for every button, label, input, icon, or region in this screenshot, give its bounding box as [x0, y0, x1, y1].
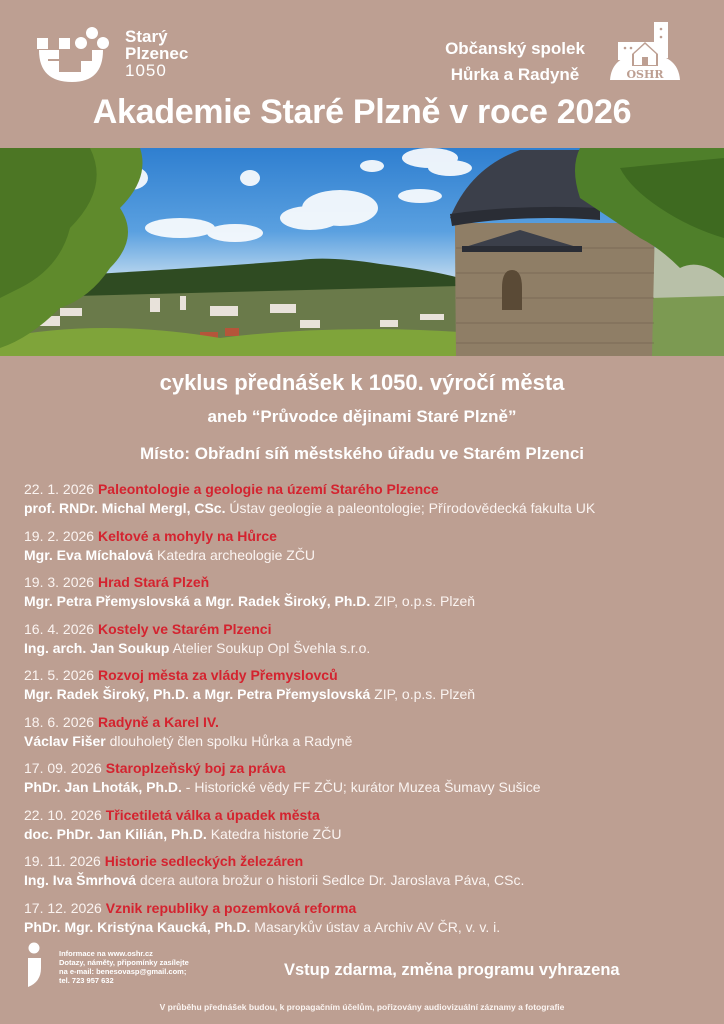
contact-questions: Dotazy, náměty, připomínky zasílejte [59, 958, 189, 967]
oshr-castle-logo-icon [608, 20, 682, 84]
town-logo-line1: Starý [125, 27, 168, 46]
lecture-date: 17. 09. 2026 [24, 760, 102, 776]
recording-note: V průběhu přednášek budou, k propagačním účelům, pořizovány audiovizuální záznamy a fotografie [159, 1002, 565, 1012]
lecture-item [24, 480, 714, 527]
lecture-title: Keltové a mohyly na Hůrce [97, 527, 277, 544]
lecture-affiliation: ZIP, o.p.s. Plzeň [370, 686, 476, 702]
rotunda-landscape-illustration [0, 148, 724, 356]
lecture-affiliation: Katedra archeologie ZČU [153, 546, 316, 563]
contact-website: Informace na www.oshr.cz [59, 949, 153, 958]
entry-note: Vstup zdarma, změna programu vyhrazena [284, 961, 620, 979]
lecture-title: Paleontologie a geologie na území Starého Plzence [97, 481, 439, 497]
lecture-date: 19. 11. 2026 [24, 853, 101, 869]
stary-plzenec-1050-logo-icon [37, 26, 119, 84]
lecture-title: Kostely ve Starém Plzenci [97, 620, 272, 637]
series-tagline: aneb “Průvodce dějinami Staré Plzně” [207, 407, 517, 426]
lecture-item [24, 899, 714, 946]
lecture-speaker: Václav Fišer [24, 732, 106, 749]
lecture-date: 18. 6. 2026 [24, 713, 95, 730]
page-title: Akademie Staré Plzně v roce 2026 [92, 93, 632, 131]
header [0, 0, 724, 148]
lecture-date: 19. 2. 2026 [24, 527, 95, 544]
organization-name [430, 36, 600, 88]
lecture-item [24, 573, 714, 620]
town-logo-year: 1050 [125, 61, 167, 80]
lecture-title: Třicetiletá válka a úpadek města [105, 806, 320, 823]
info-icon [26, 942, 44, 988]
lecture-speaker: Mgr. Petra Přemyslovská a Mgr. Radek Široký, Ph.D. [24, 593, 371, 609]
lecture-title: Radyně a Karel IV. [97, 713, 219, 730]
lecture-title: Historie sedleckých železáren [104, 853, 304, 869]
lecture-date: 21. 5. 2026 [24, 667, 95, 683]
lecture-affiliation: Ústav geologie a paleontologie; Přírodovědecká fakulta UK [225, 500, 596, 516]
lecture-speaker: prof. RNDr. Michal Mergl, CSc. [24, 500, 226, 516]
lecture-affiliation: ZIP, o.p.s. Plzeň [370, 593, 476, 609]
town-logo-text [125, 28, 188, 79]
lecture-item [24, 620, 714, 667]
lecture-date: 16. 4. 2026 [24, 620, 95, 637]
lecture-item [24, 713, 714, 760]
oshr-logo [608, 20, 682, 84]
organization-line1: Občanský spolek [445, 39, 585, 58]
lecture-title: Staroplzeňský boj za práva [105, 760, 286, 776]
lecture-date: 22. 1. 2026 [24, 481, 95, 497]
lecture-speaker: Ing. arch. Jan Soukup [24, 639, 170, 656]
town-logo-line2: Plzenec [125, 44, 189, 63]
lecture-title: Hrad Stará Plzeň [97, 574, 210, 590]
lecture-item [24, 527, 714, 574]
town-logo [37, 26, 207, 86]
landscape-photo [0, 148, 724, 356]
lecture-affiliation: Masarykův ústav a Archiv AV ČR, v. v. i. [250, 918, 501, 935]
lecture-affiliation: dlouholetý člen spolku Hůrka a Radyně [105, 732, 353, 749]
lecture-date: 22. 10. 2026 [24, 806, 102, 823]
lecture-speaker: Mgr. Eva Míchalová [24, 546, 154, 563]
lecture-affiliation: Atelier Soukup Opl Švehla s.r.o. [169, 639, 371, 656]
contact-phone: tel. 723 957 632 [59, 976, 114, 985]
venue: Místo: Obřadní síň městského úřadu ve Starém Plzenci [139, 444, 584, 463]
lecture-title: Rozvoj města za vlády Přemyslovců [97, 667, 338, 683]
contact-email: na e-mail: benesovasp@gmail.com; [59, 967, 187, 976]
svg-text:OSHR: OSHR [626, 68, 664, 81]
lecture-date: 17. 12. 2026 [24, 899, 102, 916]
lecture-affiliation: Katedra historie ZČU [206, 825, 342, 842]
lecture-speaker: Ing. Iva Šmrhová [24, 872, 137, 888]
lecture-item [24, 852, 714, 899]
lecture-affiliation: dcera autora brožur o historii Sedlce Dr. Jaroslava Páva, CSc. [136, 872, 525, 888]
lecture-speaker: PhDr. Mgr. Kristýna Kaucká, Ph.D. [24, 918, 251, 935]
lecture-affiliation: - Historické vědy FF ZČU; kurátor Muzea Šumavy Sušice [181, 779, 541, 795]
lecture-item [24, 806, 714, 853]
lecture-speaker: doc. PhDr. Jan Kilián, Ph.D. [24, 825, 207, 842]
lecture-speaker: Mgr. Radek Široký, Ph.D. a Mgr. Petra Přemyslovská [24, 686, 371, 702]
lecture-speaker: PhDr. Jan Lhoták, Ph.D. [24, 779, 182, 795]
lecture-date: 19. 3. 2026 [24, 574, 95, 590]
lecture-item [24, 666, 714, 713]
lecture-list [24, 480, 714, 945]
organization-line2: Hůrka a Radyně [450, 65, 580, 84]
lecture-title: Vznik republiky a pozemková reforma [105, 899, 357, 916]
contact-info [59, 949, 259, 985]
lecture-item [24, 759, 714, 806]
series-subtitle: cyklus přednášek k 1050. výročí města [159, 370, 565, 395]
